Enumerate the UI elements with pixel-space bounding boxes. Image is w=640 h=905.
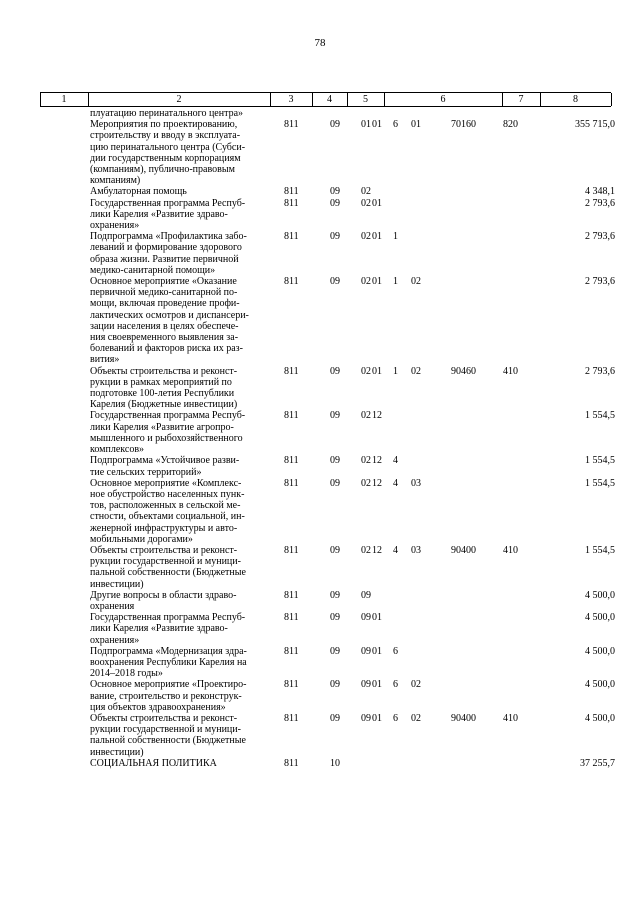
cell-col-6-program <box>372 758 393 769</box>
cell-col-4: 09 <box>330 645 340 657</box>
row-name: плуатацию перинатального центра» <box>90 108 244 119</box>
cell-col-6-program: 01 <box>372 276 382 288</box>
cell-col-6-direction <box>451 612 503 646</box>
cell-col-6-subprogram: 6 <box>393 712 398 724</box>
cell-col-6-subprogram: 1 <box>393 231 398 243</box>
cell-col-5: 09 <box>361 645 371 657</box>
cell-col-6-measure <box>411 410 451 455</box>
cell-col-4: 09 <box>330 276 340 288</box>
cell-col-6-direction <box>451 646 503 680</box>
table-row <box>0 108 640 119</box>
cell-col-6-subprogram: 4 <box>393 455 398 467</box>
cell-col-6-measure: 01 <box>411 119 421 131</box>
cell-col-8-sum: 2 793,6 <box>585 197 615 209</box>
cell-col-5: 02 <box>361 410 371 422</box>
cell-col-3: 811 <box>284 197 299 209</box>
cell-col-8-sum: 1 554,5 <box>585 544 615 556</box>
table-row <box>0 276 640 366</box>
cell-col-6-subprogram <box>393 186 411 197</box>
cell-col-6-program: 12 <box>372 455 382 467</box>
cell-col-6-measure: 02 <box>411 276 421 288</box>
cell-col-6-program: 01 <box>372 712 382 724</box>
cell-col-7 <box>503 679 537 713</box>
header-divider <box>611 93 612 106</box>
page-number: 78 <box>314 37 326 49</box>
cell-col-5: 02 <box>361 544 371 556</box>
cell-col-6-program: 01 <box>372 365 382 377</box>
cell-col-7 <box>503 646 537 680</box>
cell-col-3: 811 <box>284 679 299 691</box>
cell-col-6-program: 12 <box>372 544 382 556</box>
cell-col-6-measure: 02 <box>411 365 421 377</box>
cell-col-6-direction: 90400 <box>451 544 476 556</box>
table-row <box>0 758 640 769</box>
header-col-8: 8 <box>573 94 578 105</box>
cell-col-4: 09 <box>330 477 340 489</box>
cell-col-3: 811 <box>284 477 299 489</box>
cell-col-4: 09 <box>330 197 340 209</box>
row-name: Основное мероприятие «Проектиро- вание, строительство и реконструк- ция объектов здравоохранения» <box>90 679 247 713</box>
table-row <box>0 679 640 713</box>
cell-col-6-direction <box>451 455 503 477</box>
cell-col-6-measure <box>411 758 451 769</box>
cell-col-6-subprogram <box>393 410 411 455</box>
cell-col-5: 02 <box>361 186 371 198</box>
cell-col-6-direction: 70160 <box>451 119 476 131</box>
header-col-1: 1 <box>61 94 67 105</box>
cell-col-6-program: 12 <box>372 410 382 422</box>
cell-col-7: 820 <box>503 119 518 131</box>
cell-col-5 <box>340 108 372 119</box>
cell-col-6-direction <box>451 276 503 366</box>
cell-col-6-direction <box>451 231 503 276</box>
cell-col-4: 09 <box>330 712 340 724</box>
cell-col-8-sum: 1 554,5 <box>585 477 615 489</box>
cell-col-6-subprogram: 6 <box>393 119 398 131</box>
row-name: СОЦИАЛЬНАЯ ПОЛИТИКА <box>90 757 217 769</box>
table-row <box>0 612 640 646</box>
cell-col-6-direction <box>451 679 503 713</box>
cell-col-6-direction <box>451 590 503 612</box>
cell-col-8-sum: 4 500,0 <box>585 612 615 624</box>
cell-col-8-sum: 37 255,7 <box>580 757 615 769</box>
cell-col-3: 811 <box>284 119 299 131</box>
cell-col-7 <box>503 198 537 232</box>
cell-col-4: 10 <box>330 757 340 769</box>
cell-col-3: 811 <box>284 589 299 601</box>
table-row <box>0 366 640 411</box>
row-name: Объекты строительства и реконст- рукции государственной и муници- пальной собственности (Бюджетные инвестиции) <box>90 712 246 758</box>
cell-col-3: 811 <box>284 645 299 657</box>
cell-col-6-program: 01 <box>372 119 382 131</box>
row-name: Основное мероприятие «Комплекс- ное обустройство населенных пунк- тов, расположенных в сельской ме- стности, объектами социальной, ин- женерной инфраструктуры и авто- мобильными дорогами» <box>90 477 245 545</box>
row-name: Объекты строительства и реконст- рукции государственной и муници- пальной собственности (Бюджетные инвестиции) <box>90 544 246 590</box>
cell-col-7: 410 <box>503 712 518 724</box>
cell-col-4: 09 <box>330 455 340 467</box>
cell-col-6-program <box>372 186 393 197</box>
cell-col-6-subprogram: 1 <box>393 276 398 288</box>
cell-col-6-measure <box>411 198 451 232</box>
cell-col-7 <box>503 410 537 455</box>
row-name: Подпрограмма «Профилактика забо- леваний и формирование здорового образа жизни. Развитие первичной медико-санитарной помощи» <box>90 231 247 276</box>
cell-col-6-subprogram: 1 <box>393 365 398 377</box>
cell-col-7 <box>503 455 537 477</box>
cell-col-6-subprogram <box>393 758 411 769</box>
cell-col-6-direction <box>451 410 503 455</box>
table-row <box>0 186 640 197</box>
cell-col-6-direction: 90400 <box>451 712 476 724</box>
header-col-6: 6 <box>440 94 446 105</box>
cell-col-6-measure <box>411 186 451 197</box>
table-row <box>0 478 640 545</box>
cell-col-6-program: 12 <box>372 477 382 489</box>
cell-col-8-sum: 355 715,0 <box>575 119 615 131</box>
cell-col-6-subprogram <box>393 590 411 612</box>
row-name: Подпрограмма «Устойчивое разви- тие сельских территорий» <box>90 455 240 478</box>
cell-col-8-sum: 2 793,6 <box>585 276 615 288</box>
cell-col-6-direction <box>451 186 503 197</box>
row-name: Основное мероприятие «Оказание первичной медико-санитарной по- мощи, включая проведение профи- лактических осмотров и диспансери- зации населения в целях обеспече- ния своевременного выявления за- болеваний и факторов риска их раз- вития» <box>90 276 249 366</box>
cell-col-6-direction <box>451 478 503 545</box>
cell-col-7 <box>503 276 537 366</box>
cell-col-7 <box>503 478 537 545</box>
cell-col-3: 811 <box>284 186 299 198</box>
cell-col-3: 811 <box>284 455 299 467</box>
cell-col-3: 811 <box>284 712 299 724</box>
header-bottom-rule <box>40 106 611 107</box>
cell-col-6-subprogram: 6 <box>393 645 398 657</box>
cell-col-8-sum <box>537 108 615 119</box>
cell-col-6-subprogram <box>393 198 411 232</box>
table-header <box>40 93 611 106</box>
cell-col-7: 410 <box>503 544 518 556</box>
cell-col-7 <box>503 612 537 646</box>
cell-col-6-program: 01 <box>372 679 382 691</box>
cell-col-6-subprogram: 4 <box>393 544 398 556</box>
cell-col-6-measure <box>411 646 451 680</box>
cell-col-6-direction <box>451 198 503 232</box>
cell-col-5: 02 <box>361 276 371 288</box>
row-name: Объекты строительства и реконст- рукции в рамках мероприятий по подготовке 100-летия Республики Карелия (Бюджетные инвестиции) <box>90 365 238 411</box>
table-row <box>0 455 640 477</box>
cell-col-6-subprogram <box>393 108 411 119</box>
cell-col-7 <box>503 231 537 276</box>
cell-col-3 <box>270 108 302 119</box>
row-name: Государственная программа Респуб- лики Карелия «Развитие здраво- охранения» <box>90 612 246 646</box>
cell-col-5: 09 <box>361 612 371 624</box>
cell-col-6-direction: 90460 <box>451 365 476 377</box>
cell-col-5: 02 <box>361 455 371 467</box>
cell-col-4: 09 <box>330 186 340 198</box>
header-col-2: 2 <box>176 94 182 105</box>
cell-col-6-subprogram <box>393 612 411 646</box>
table-row <box>0 646 640 680</box>
cell-col-5: 02 <box>361 365 371 377</box>
cell-col-3: 811 <box>284 410 299 422</box>
cell-col-7 <box>503 108 537 119</box>
cell-col-6-measure: 02 <box>411 712 421 724</box>
cell-col-6-measure <box>411 455 451 477</box>
cell-col-6-direction <box>451 758 503 769</box>
table-body <box>0 108 640 769</box>
cell-col-3: 811 <box>284 276 299 288</box>
cell-col-5: 09 <box>361 589 371 601</box>
cell-col-8-sum: 2 793,6 <box>585 231 615 243</box>
table-row <box>0 590 640 612</box>
cell-col-4: 09 <box>330 612 340 624</box>
cell-col-5: 09 <box>361 679 371 691</box>
cell-col-5: 02 <box>361 231 371 243</box>
cell-col-6-program: 01 <box>372 645 382 657</box>
cell-col-6-measure: 02 <box>411 679 421 691</box>
row-name: Мероприятия по проектированию, строительству и вводу в эксплуата- цию перинатального центра (Субси- дии государственным корпорациям (компаниям), публично-правовым компаниям) <box>90 119 246 187</box>
cell-col-4: 09 <box>330 679 340 691</box>
cell-col-4: 09 <box>330 589 340 601</box>
row-name: Подпрограмма «Модернизация здра- воохранения Республики Карелия на 2014–2018 годы» <box>90 645 247 680</box>
row-name: Амбулаторная помощь <box>90 186 187 198</box>
cell-col-6-program: 01 <box>372 197 382 209</box>
cell-col-5: 09 <box>361 712 371 724</box>
cell-col-5: 02 <box>361 197 371 209</box>
cell-col-8-sum: 4 500,0 <box>585 645 615 657</box>
table-row <box>0 231 640 276</box>
table-row <box>0 713 640 758</box>
cell-col-6-measure: 03 <box>411 544 421 556</box>
cell-col-6-measure <box>411 590 451 612</box>
header-col-3: 3 <box>288 94 294 105</box>
cell-col-5: 01 <box>361 119 371 131</box>
cell-col-8-sum: 4 500,0 <box>585 589 615 601</box>
cell-col-8-sum: 1 554,5 <box>585 455 615 467</box>
header-col-4: 4 <box>327 94 332 105</box>
cell-col-4 <box>302 108 340 119</box>
cell-col-8-sum: 4 500,0 <box>585 712 615 724</box>
cell-col-4: 09 <box>330 544 340 556</box>
cell-col-3: 811 <box>284 231 299 243</box>
cell-col-6-measure <box>411 231 451 276</box>
cell-col-7: 410 <box>503 365 518 377</box>
cell-col-4: 09 <box>330 231 340 243</box>
table-row <box>0 545 640 590</box>
cell-col-8-sum: 4 500,0 <box>585 679 615 691</box>
cell-col-6-direction <box>451 108 503 119</box>
cell-col-7 <box>503 186 537 197</box>
cell-col-6-program: 01 <box>372 231 382 243</box>
header-col-5: 5 <box>363 94 368 105</box>
cell-col-7 <box>503 758 537 769</box>
cell-col-4: 09 <box>330 410 340 422</box>
cell-col-5 <box>340 758 372 769</box>
cell-col-5: 02 <box>361 477 371 489</box>
cell-col-6-measure: 03 <box>411 477 421 489</box>
cell-col-7 <box>503 590 537 612</box>
cell-col-6-measure <box>411 612 451 646</box>
cell-col-4: 09 <box>330 119 340 131</box>
cell-col-6-program <box>372 590 393 612</box>
cell-col-6-measure <box>411 108 451 119</box>
cell-col-8-sum: 4 348,1 <box>585 186 615 198</box>
table-row <box>0 119 640 186</box>
cell-col-3: 811 <box>284 757 299 769</box>
cell-col-6-subprogram: 6 <box>393 679 398 691</box>
cell-col-6-program <box>372 108 393 119</box>
cell-col-3: 811 <box>284 544 299 556</box>
row-name: Государственная программа Респуб- лики Карелия «Развитие агропро- мышленного и рыбохозяйственного комплексов» <box>90 410 246 456</box>
row-name: Государственная программа Респуб- лики Карелия «Развитие здраво- охранения» <box>90 197 246 232</box>
cell-col-3: 811 <box>284 612 299 624</box>
cell-col-3: 811 <box>284 365 299 377</box>
table-row <box>0 198 640 232</box>
cell-col-6-subprogram: 4 <box>393 477 398 489</box>
cell-col-4: 09 <box>330 365 340 377</box>
table-row <box>0 410 640 455</box>
cell-col-8-sum: 2 793,6 <box>585 365 615 377</box>
header-col-7: 7 <box>518 94 524 105</box>
cell-col-6-program: 01 <box>372 612 382 624</box>
row-name: Другие вопросы в области здраво- охранения <box>90 589 237 612</box>
cell-col-8-sum: 1 554,5 <box>585 410 615 422</box>
